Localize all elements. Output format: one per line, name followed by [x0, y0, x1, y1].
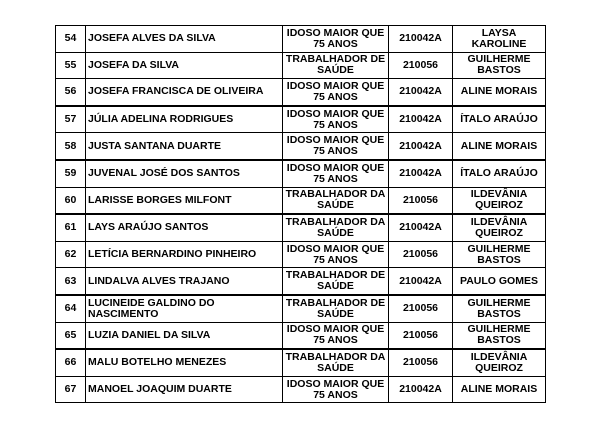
row-number: 63 [56, 268, 86, 295]
table-row [56, 26, 546, 53]
responsible-name: ALINE MORAIS [453, 79, 546, 106]
priority-group: TRABALHADOR DA SAÚDE [283, 214, 389, 241]
priority-group: TRABALHADOR DA SAÚDE [283, 187, 389, 214]
table-row [56, 349, 546, 376]
table-row [56, 106, 546, 133]
priority-group: IDOSO MAIOR QUE 75 ANOS [283, 322, 389, 349]
lot-code: 210056 [389, 295, 453, 322]
person-name: LAYS ARAÚJO SANTOS [86, 214, 283, 241]
table-row [56, 376, 546, 403]
table-row [56, 214, 546, 241]
lot-code: 210042A [389, 376, 453, 403]
person-name: JOSEFA ALVES DA SILVA [86, 26, 283, 53]
table-row [56, 241, 546, 268]
person-name: MANOEL JOAQUIM DUARTE [86, 376, 283, 403]
person-name: LARISSE BORGES MILFONT [86, 187, 283, 214]
responsible-name: GUILHERME BASTOS [453, 322, 546, 349]
table-row [56, 322, 546, 349]
person-name: JUSTA SANTANA DUARTE [86, 133, 283, 160]
priority-group: TRABALHADOR DE SAÚDE [283, 295, 389, 322]
row-number: 57 [56, 106, 86, 133]
person-name: JUVENAL JOSÉ DOS SANTOS [86, 160, 283, 187]
row-number: 65 [56, 322, 86, 349]
row-number: 56 [56, 79, 86, 106]
person-name: LINDALVA ALVES TRAJANO [86, 268, 283, 295]
responsible-name: ÍTALO ARAÚJO [453, 106, 546, 133]
lot-code: 210056 [389, 322, 453, 349]
row-number: 62 [56, 241, 86, 268]
lot-code: 210042A [389, 214, 453, 241]
responsible-name: ILDEVÂNIA QUEIROZ [453, 214, 546, 241]
row-number: 55 [56, 52, 86, 79]
lot-code: 210056 [389, 241, 453, 268]
priority-group: IDOSO MAIOR QUE 75 ANOS [283, 133, 389, 160]
person-name: MALU BOTELHO MENEZES [86, 349, 283, 376]
table-row [56, 79, 546, 106]
lot-code: 210042A [389, 26, 453, 53]
person-name: JOSEFA DA SILVA [86, 52, 283, 79]
row-number: 64 [56, 295, 86, 322]
priority-group: IDOSO MAIOR QUE 75 ANOS [283, 160, 389, 187]
responsible-name: ÍTALO ARAÚJO [453, 160, 546, 187]
lot-code: 210042A [389, 160, 453, 187]
lot-code: 210056 [389, 52, 453, 79]
responsible-name: ALINE MORAIS [453, 376, 546, 403]
priority-group: IDOSO MAIOR QUE 75 ANOS [283, 241, 389, 268]
priority-group: IDOSO MAIOR QUE 75 ANOS [283, 79, 389, 106]
vaccination-list-table [55, 25, 546, 403]
row-number: 61 [56, 214, 86, 241]
person-name: JOSEFA FRANCISCA DE OLIVEIRA [86, 79, 283, 106]
row-number: 54 [56, 26, 86, 53]
table-row [56, 133, 546, 160]
responsible-name: ALINE MORAIS [453, 133, 546, 160]
lot-code: 210056 [389, 349, 453, 376]
responsible-name: GUILHERME BASTOS [453, 52, 546, 79]
priority-group: TRABALHADOR DA SAÚDE [283, 349, 389, 376]
row-number: 60 [56, 187, 86, 214]
lot-code: 210042A [389, 133, 453, 160]
priority-group: TRABALHADOR DE SAÚDE [283, 52, 389, 79]
responsible-name: ILDEVÂNIA QUEIROZ [453, 187, 546, 214]
person-name: LUCINEIDE GALDINO DO NASCIMENTO [86, 295, 283, 322]
row-number: 59 [56, 160, 86, 187]
row-number: 58 [56, 133, 86, 160]
lot-code: 210042A [389, 268, 453, 295]
row-number: 67 [56, 376, 86, 403]
priority-group: IDOSO MAIOR QUE 75 ANOS [283, 26, 389, 53]
lot-code: 210042A [389, 79, 453, 106]
priority-group: IDOSO MAIOR QUE 75 ANOS [283, 106, 389, 133]
lot-code: 210056 [389, 187, 453, 214]
table-row [56, 268, 546, 295]
row-number: 66 [56, 349, 86, 376]
responsible-name: GUILHERME BASTOS [453, 295, 546, 322]
person-name: LUZIA DANIEL DA SILVA [86, 322, 283, 349]
responsible-name: GUILHERME BASTOS [453, 241, 546, 268]
priority-group: TRABALHADOR DE SAÚDE [283, 268, 389, 295]
person-name: LETÍCIA BERNARDINO PINHEIRO [86, 241, 283, 268]
responsible-name: LAYSA KAROLINE [453, 26, 546, 53]
person-name: JÚLIA ADELINA RODRIGUES [86, 106, 283, 133]
table-row [56, 52, 546, 79]
table-row [56, 295, 546, 322]
responsible-name: PAULO GOMES [453, 268, 546, 295]
lot-code: 210042A [389, 106, 453, 133]
table-row [56, 160, 546, 187]
priority-group: IDOSO MAIOR QUE 75 ANOS [283, 376, 389, 403]
responsible-name: ILDEVÂNIA QUEIROZ [453, 349, 546, 376]
table-row [56, 187, 546, 214]
